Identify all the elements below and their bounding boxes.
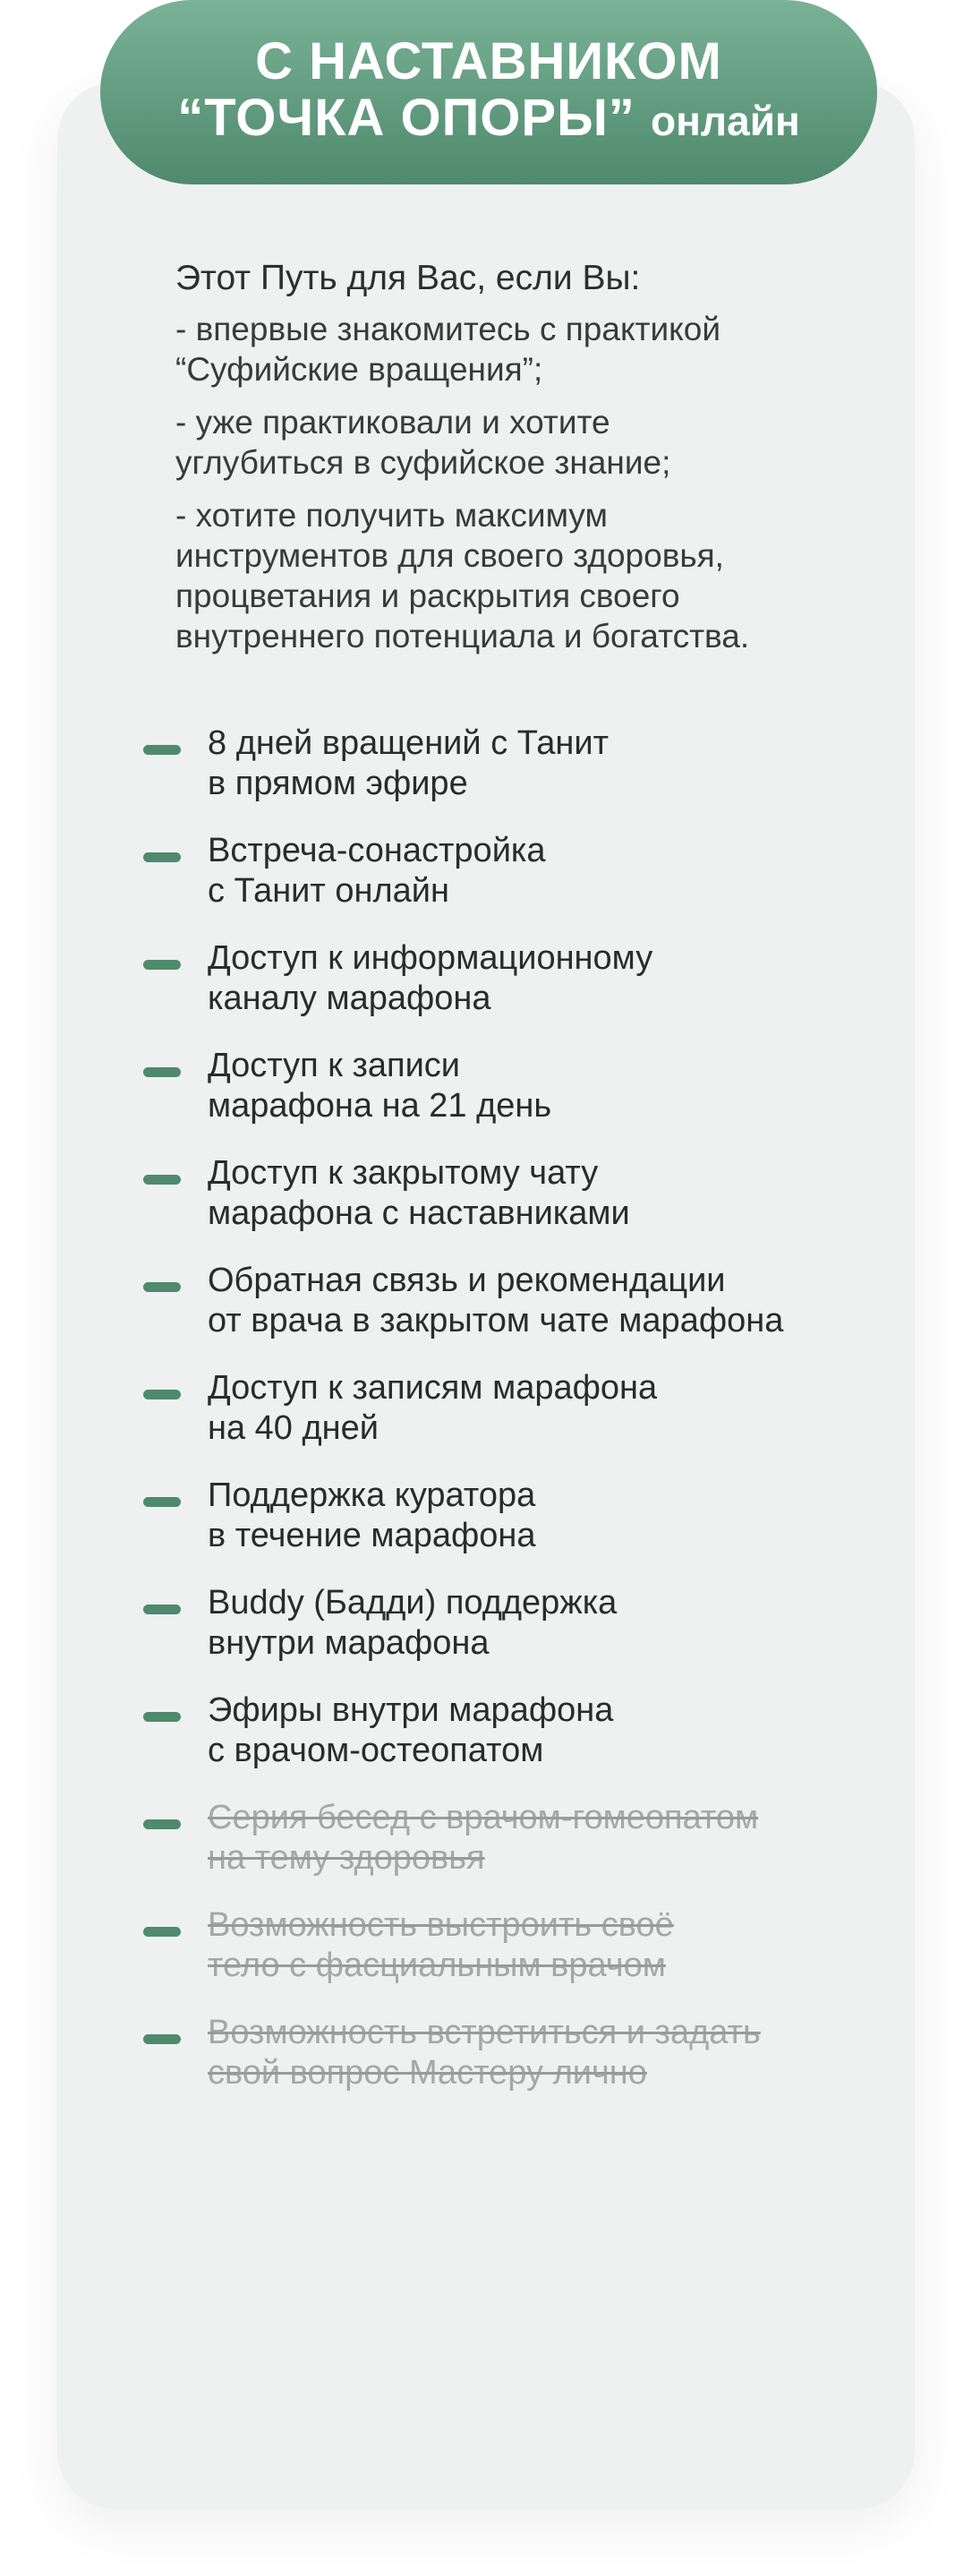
tariff-title-line1: С НАСТАВНИКОМ — [255, 31, 722, 90]
feature-text: Доступ к информационному каналу марафона — [208, 939, 653, 1017]
feature-item — [143, 1690, 895, 1798]
dash-bullet-icon — [143, 1067, 181, 1077]
feature-text: Возможность выстроить своё тело с фасциальным врачом — [208, 1906, 674, 1984]
intro-list — [175, 309, 856, 656]
feature-item-unavailable — [143, 1798, 895, 1905]
intro-title: Этот Путь для Вас, если Вы: — [175, 259, 641, 297]
feature-text: Доступ к записи марафона на 21 день — [208, 1047, 552, 1125]
feature-item — [143, 1153, 895, 1261]
feature-item-unavailable — [143, 2013, 895, 2120]
intro-block — [175, 258, 856, 669]
dash-bullet-icon — [143, 1282, 181, 1292]
feature-text: Поддержка куратора в течение марафона — [208, 1476, 536, 1554]
tariff-header — [100, 0, 877, 184]
feature-item — [143, 1368, 895, 1476]
tariff-title-suffix: онлайн — [651, 97, 800, 144]
dash-bullet-icon — [143, 1175, 181, 1185]
dash-bullet-icon — [143, 1605, 181, 1614]
feature-text: 8 дней вращений с Танит в прямом эфире — [208, 724, 610, 802]
feature-text: Эфиры внутри марафона с врачом-остеопатом — [208, 1691, 614, 1769]
intro-item: - хотите получить максимум инструментов для своего здоровья, процветания и раскрытия своего внутреннего потенциала и богатства. — [175, 497, 750, 655]
feature-item — [143, 1583, 895, 1690]
dash-bullet-icon — [143, 2034, 181, 2044]
feature-text: Встреча-сонастройка с Танит онлайн — [208, 832, 546, 910]
intro-item: - впервые знакомитесь с практикой “Суфийские вращения”; — [175, 311, 721, 388]
feature-text: Возможность встретиться и задать свой вопрос Мастеру лично — [208, 2014, 761, 2092]
feature-item — [143, 1261, 895, 1368]
dash-bullet-icon — [143, 1819, 181, 1829]
feature-item-unavailable — [143, 1905, 895, 2013]
feature-item — [143, 1476, 895, 1583]
feature-item — [143, 938, 895, 1046]
dash-bullet-icon — [143, 1927, 181, 1937]
feature-item — [143, 1046, 895, 1153]
dash-bullet-icon — [143, 960, 181, 970]
tariff-title-name: “ТОЧКА ОПОРЫ” — [177, 88, 635, 147]
feature-text: Buddy (Бадди) поддержка внутри марафона — [208, 1584, 618, 1662]
feature-text: Доступ к закрытому чату марафона с наставниками — [208, 1154, 630, 1232]
feature-item — [143, 831, 895, 938]
feature-text: Серия бесед с врачом-гомеопатом на тему здоровья — [208, 1799, 759, 1877]
feature-item — [143, 723, 895, 831]
feature-text: Доступ к записям марафона на 40 дней — [208, 1369, 658, 1447]
intro-item: - уже практиковали и хотите углубиться в суфийское знание; — [175, 404, 671, 481]
dash-bullet-icon — [143, 1712, 181, 1722]
dash-bullet-icon — [143, 1497, 181, 1507]
features-list — [143, 723, 895, 2120]
dash-bullet-icon — [143, 852, 181, 862]
dash-bullet-icon — [143, 745, 181, 755]
dash-bullet-icon — [143, 1390, 181, 1399]
tariff-title-line2 — [177, 89, 800, 150]
feature-text: Обратная связь и рекомендации от врача в закрытом чате марафона — [208, 1262, 784, 1339]
